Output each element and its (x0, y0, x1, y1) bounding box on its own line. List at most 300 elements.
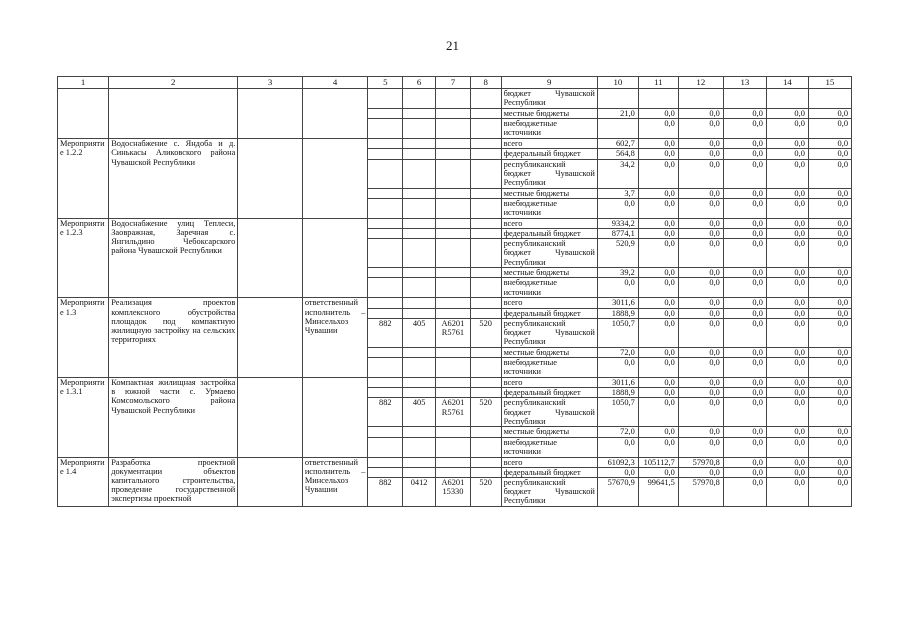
value-cell: 0,0 (808, 457, 851, 467)
col3-cell (238, 298, 303, 378)
value-cell: 0,0 (723, 218, 766, 228)
funding-source: всего (501, 457, 597, 467)
code-cell (436, 89, 471, 109)
value-cell: 0,0 (766, 218, 808, 228)
value-cell: 0,0 (723, 347, 766, 357)
value-cell: 72,0 (597, 347, 638, 357)
measure-desc-cell (109, 89, 238, 139)
value-cell: 99641,5 (638, 478, 678, 507)
value-cell: 0,0 (766, 159, 808, 188)
value-cell: 0,0 (766, 188, 808, 198)
code-cell (470, 467, 501, 477)
value-cell: 0,0 (766, 308, 808, 318)
value-cell: 0,0 (766, 298, 808, 308)
code-cell (470, 149, 501, 159)
col3-cell (238, 139, 303, 219)
code-cell (436, 239, 471, 268)
header-cell: 13 (723, 77, 766, 89)
value-cell: 0,0 (766, 119, 808, 139)
value-cell: 0,0 (808, 239, 851, 268)
value-cell: 0,0 (678, 159, 723, 188)
value-cell: 3011,6 (597, 298, 638, 308)
code-cell (403, 388, 436, 398)
header-cell: 12 (678, 77, 723, 89)
value-cell: 1888,9 (597, 388, 638, 398)
code-cell (436, 119, 471, 139)
code-cell (470, 278, 501, 298)
funding-source: федеральный бюджет (501, 467, 597, 477)
value-cell: 0,0 (723, 457, 766, 467)
measure-name-cell: Мероприятие 1.2.2 (58, 139, 109, 219)
value-cell: 61092,3 (597, 457, 638, 467)
code-cell (368, 229, 403, 239)
value-cell: 0,0 (808, 268, 851, 278)
code-cell (368, 358, 403, 378)
measure-name-cell: Мероприятие 1.4 (58, 457, 109, 506)
header-cell: 3 (238, 77, 303, 89)
code-cell: А6201 R5761 (436, 398, 471, 427)
value-cell: 0,0 (638, 347, 678, 357)
value-cell: 0,0 (723, 358, 766, 378)
code-cell (368, 437, 403, 457)
header-cell: 8 (470, 77, 501, 89)
header-cell: 14 (766, 77, 808, 89)
value-cell: 0,0 (638, 149, 678, 159)
code-cell (403, 139, 436, 149)
code-cell (368, 298, 403, 308)
code-cell (436, 308, 471, 318)
value-cell: 0,0 (808, 398, 851, 427)
value-cell: 0,0 (723, 159, 766, 188)
value-cell: 602,7 (597, 139, 638, 149)
header-cell: 2 (109, 77, 238, 89)
value-cell: 0,0 (638, 229, 678, 239)
code-cell (436, 229, 471, 239)
value-cell: 105112,7 (638, 457, 678, 467)
budget-table (57, 76, 852, 507)
value-cell: 0,0 (766, 229, 808, 239)
value-cell: 0,0 (808, 358, 851, 378)
code-cell: 0412 (403, 478, 436, 507)
value-cell: 0,0 (766, 347, 808, 357)
value-cell: 1050,7 (597, 318, 638, 347)
value-cell: 0,0 (723, 378, 766, 388)
value-cell: 0,0 (766, 427, 808, 437)
value-cell: 0,0 (766, 139, 808, 149)
value-cell: 0,0 (766, 457, 808, 467)
exec-cell: ответственный исполнитель – Минсельхоз Чувашии (302, 457, 368, 506)
value-cell: 0,0 (808, 278, 851, 298)
measure-desc-cell: Водоснабжение с. Яндоба и д. Синькасы Аликовского района Чувашской Республики (109, 139, 238, 219)
code-cell (436, 139, 471, 149)
code-cell (470, 427, 501, 437)
code-cell: А6201 15330 (436, 478, 471, 507)
value-cell: 0,0 (766, 437, 808, 457)
measure-name-cell: Мероприятие 1.2.3 (58, 218, 109, 298)
value-cell: 0,0 (638, 159, 678, 188)
value-cell: 0,0 (678, 119, 723, 139)
table-row (58, 298, 852, 308)
funding-source: внебюджетные источники (501, 358, 597, 378)
funding-source: всего (501, 298, 597, 308)
code-cell (368, 378, 403, 388)
funding-source: внебюджетные источники (501, 119, 597, 139)
funding-source: внебюджетные источники (501, 437, 597, 457)
value-cell: 1888,9 (597, 308, 638, 318)
value-cell: 0,0 (678, 388, 723, 398)
value-cell: 9334,2 (597, 218, 638, 228)
exec-cell (302, 378, 368, 458)
code-cell (368, 239, 403, 268)
value-cell: 0,0 (723, 109, 766, 119)
value-cell: 34,2 (597, 159, 638, 188)
value-cell: 57970,8 (678, 478, 723, 507)
code-cell (368, 347, 403, 357)
value-cell: 0,0 (808, 159, 851, 188)
code-cell (470, 139, 501, 149)
measure-name-cell: Мероприятие 1.3.1 (58, 378, 109, 458)
value-cell: 0,0 (723, 268, 766, 278)
value-cell: 0,0 (766, 388, 808, 398)
code-cell (436, 278, 471, 298)
value-cell: 0,0 (638, 358, 678, 378)
code-cell: 520 (470, 398, 501, 427)
funding-source: местные бюджеты (501, 427, 597, 437)
value-cell: 0,0 (808, 437, 851, 457)
code-cell (470, 298, 501, 308)
value-cell: 0,0 (723, 437, 766, 457)
value-cell: 0,0 (723, 308, 766, 318)
header-cell: 9 (501, 77, 597, 89)
code-cell (403, 149, 436, 159)
funding-source: федеральный бюджет (501, 229, 597, 239)
code-cell (470, 159, 501, 188)
code-cell: 882 (368, 478, 403, 507)
value-cell: 0,0 (808, 478, 851, 507)
value-cell: 0,0 (678, 109, 723, 119)
value-cell: 0,0 (638, 308, 678, 318)
code-cell: 405 (403, 318, 436, 347)
value-cell: 0,0 (808, 198, 851, 218)
code-cell (470, 218, 501, 228)
value-cell: 0,0 (638, 298, 678, 308)
value-cell: 57670,9 (597, 478, 638, 507)
code-cell (436, 268, 471, 278)
code-cell (436, 437, 471, 457)
value-cell: 8774,1 (597, 229, 638, 239)
value-cell: 0,0 (678, 467, 723, 477)
value-cell: 0,0 (678, 427, 723, 437)
value-cell: 0,0 (638, 218, 678, 228)
table-row (58, 457, 852, 467)
code-cell (368, 149, 403, 159)
code-cell (403, 89, 436, 109)
code-cell (368, 188, 403, 198)
value-cell: 0,0 (678, 378, 723, 388)
value-cell: 0,0 (808, 218, 851, 228)
code-cell (368, 268, 403, 278)
code-cell (470, 198, 501, 218)
col3-cell (238, 89, 303, 139)
header-cell: 15 (808, 77, 851, 89)
value-cell: 0,0 (766, 149, 808, 159)
funding-source: местные бюджеты (501, 109, 597, 119)
value-cell: 0,0 (678, 239, 723, 268)
value-cell: 0,0 (638, 268, 678, 278)
code-cell (436, 198, 471, 218)
code-cell (470, 109, 501, 119)
value-cell: 0,0 (723, 388, 766, 398)
code-cell (403, 437, 436, 457)
value-cell: 0,0 (678, 268, 723, 278)
code-cell (470, 437, 501, 457)
code-cell (403, 268, 436, 278)
value-cell (723, 89, 766, 109)
value-cell: 0,0 (638, 198, 678, 218)
table-row (58, 378, 852, 388)
value-cell: 0,0 (638, 188, 678, 198)
value-cell: 57970,8 (678, 457, 723, 467)
value-cell (808, 89, 851, 109)
value-cell: 0,0 (638, 318, 678, 347)
funding-source: федеральный бюджет (501, 308, 597, 318)
code-cell (403, 198, 436, 218)
value-cell: 0,0 (678, 188, 723, 198)
value-cell: 0,0 (808, 298, 851, 308)
code-cell (403, 427, 436, 437)
value-cell: 0,0 (766, 109, 808, 119)
value-cell: 0,0 (723, 427, 766, 437)
value-cell: 0,0 (723, 478, 766, 507)
code-cell: 520 (470, 478, 501, 507)
funding-source: местные бюджеты (501, 268, 597, 278)
value-cell: 0,0 (723, 278, 766, 298)
code-cell (436, 159, 471, 188)
value-cell (766, 89, 808, 109)
header-cell: 5 (368, 77, 403, 89)
funding-source: внебюджетные источники (501, 278, 597, 298)
value-cell: 0,0 (723, 139, 766, 149)
value-cell: 0,0 (638, 437, 678, 457)
value-cell: 0,0 (808, 347, 851, 357)
value-cell: 0,0 (808, 109, 851, 119)
funding-source: республиканский бюджет Чувашской Республики (501, 239, 597, 268)
value-cell: 0,0 (723, 149, 766, 159)
code-cell (368, 159, 403, 188)
code-cell (436, 109, 471, 119)
code-cell: 405 (403, 398, 436, 427)
value-cell: 564,8 (597, 149, 638, 159)
code-cell (436, 188, 471, 198)
header-cell: 1 (58, 77, 109, 89)
code-cell (436, 347, 471, 357)
value-cell (678, 89, 723, 109)
value-cell: 0,0 (678, 218, 723, 228)
funding-source: местные бюджеты (501, 347, 597, 357)
measure-desc-cell: Реализация проектов комплексного обустройства площадок под компактную жилищную застройку на сельских территориях (109, 298, 238, 378)
value-cell: 0,0 (808, 427, 851, 437)
code-cell (403, 188, 436, 198)
code-cell (470, 239, 501, 268)
funding-source: местные бюджеты (501, 188, 597, 198)
value-cell: 0,0 (808, 139, 851, 149)
code-cell (470, 388, 501, 398)
value-cell: 0,0 (678, 308, 723, 318)
page-number: 21 (446, 38, 459, 53)
code-cell (403, 347, 436, 357)
value-cell: 0,0 (808, 308, 851, 318)
funding-source: всего (501, 139, 597, 149)
value-cell: 0,0 (638, 427, 678, 437)
funding-source: республиканский бюджет Чувашской Республики (501, 398, 597, 427)
code-cell (470, 378, 501, 388)
funding-source: всего (501, 378, 597, 388)
value-cell: 0,0 (678, 318, 723, 347)
value-cell: 0,0 (766, 467, 808, 477)
value-cell: 0,0 (597, 198, 638, 218)
code-cell (403, 119, 436, 139)
value-cell: 0,0 (766, 378, 808, 388)
code-cell (436, 427, 471, 437)
value-cell: 0,0 (678, 358, 723, 378)
code-cell (470, 347, 501, 357)
value-cell: 0,0 (766, 268, 808, 278)
value-cell: 0,0 (723, 398, 766, 427)
header-cell: 6 (403, 77, 436, 89)
code-cell (436, 467, 471, 477)
exec-cell (302, 89, 368, 139)
value-cell: 72,0 (597, 427, 638, 437)
funding-source: республиканский бюджет Чувашской Республики (501, 159, 597, 188)
code-cell (368, 119, 403, 139)
funding-source: федеральный бюджет (501, 149, 597, 159)
table-row (58, 89, 852, 109)
value-cell: 0,0 (678, 347, 723, 357)
value-cell: 0,0 (638, 139, 678, 149)
value-cell: 0,0 (597, 467, 638, 477)
value-cell (638, 89, 678, 109)
code-cell (470, 358, 501, 378)
measure-desc-cell: Водоснабжение улиц Теплеси, Заовражная, Заречная с. Янгильдино Чебоксарского района Чувашской Республики (109, 218, 238, 298)
code-cell: 882 (368, 318, 403, 347)
value-cell: 0,0 (678, 398, 723, 427)
value-cell: 0,0 (638, 467, 678, 477)
code-cell (368, 89, 403, 109)
col3-cell (238, 378, 303, 458)
value-cell (597, 89, 638, 109)
header-cell: 10 (597, 77, 638, 89)
value-cell: 0,0 (766, 478, 808, 507)
code-cell (436, 388, 471, 398)
header-cell: 11 (638, 77, 678, 89)
code-cell (470, 188, 501, 198)
measure-name-cell: Мероприятие 1.3 (58, 298, 109, 378)
code-cell (403, 457, 436, 467)
value-cell: 0,0 (808, 378, 851, 388)
funding-source: федеральный бюджет (501, 388, 597, 398)
value-cell: 0,0 (597, 278, 638, 298)
table-row (58, 139, 852, 149)
code-cell (470, 119, 501, 139)
funding-source: внебюджетные источники (501, 198, 597, 218)
code-cell (403, 308, 436, 318)
value-cell: 0,0 (678, 149, 723, 159)
code-cell: 882 (368, 398, 403, 427)
code-cell: 520 (470, 318, 501, 347)
header-cell: 7 (436, 77, 471, 89)
code-cell (368, 218, 403, 228)
code-cell (436, 378, 471, 388)
exec-cell (302, 139, 368, 219)
value-cell: 0,0 (638, 119, 678, 139)
code-cell (403, 218, 436, 228)
code-cell (403, 298, 436, 308)
code-cell (368, 198, 403, 218)
value-cell: 0,0 (766, 198, 808, 218)
value-cell: 0,0 (723, 188, 766, 198)
code-cell (403, 229, 436, 239)
value-cell: 0,0 (678, 278, 723, 298)
value-cell: 0,0 (638, 278, 678, 298)
value-cell: 0,0 (723, 298, 766, 308)
code-cell (470, 308, 501, 318)
code-cell (403, 378, 436, 388)
code-cell (403, 239, 436, 268)
value-cell: 3011,6 (597, 378, 638, 388)
value-cell: 0,0 (766, 398, 808, 427)
value-cell: 0,0 (723, 198, 766, 218)
code-cell (368, 139, 403, 149)
code-cell (368, 109, 403, 119)
value-cell: 0,0 (678, 298, 723, 308)
measure-name-cell (58, 89, 109, 139)
value-cell: 0,0 (678, 229, 723, 239)
value-cell: 0,0 (808, 188, 851, 198)
value-cell: 21,0 (597, 109, 638, 119)
value-cell: 0,0 (808, 388, 851, 398)
funding-source: республиканский бюджет Чувашской Республики (501, 478, 597, 507)
value-cell: 3,7 (597, 188, 638, 198)
funding-source: республиканский бюджет Чувашской Республики (501, 318, 597, 347)
code-cell (403, 109, 436, 119)
code-cell: А6201 R5761 (436, 318, 471, 347)
header-cell: 4 (302, 77, 368, 89)
value-cell: 0,0 (638, 398, 678, 427)
code-cell (436, 149, 471, 159)
value-cell: 0,0 (638, 109, 678, 119)
code-cell (436, 457, 471, 467)
code-cell (470, 268, 501, 278)
code-cell (436, 358, 471, 378)
code-cell (368, 467, 403, 477)
value-cell: 0,0 (766, 239, 808, 268)
value-cell: 0,0 (638, 239, 678, 268)
header-row (58, 77, 852, 89)
value-cell: 0,0 (808, 149, 851, 159)
code-cell (403, 278, 436, 298)
value-cell: 0,0 (723, 467, 766, 477)
code-cell (436, 298, 471, 308)
code-cell (470, 229, 501, 239)
value-cell: 0,0 (597, 437, 638, 457)
value-cell: 0,0 (723, 318, 766, 347)
value-cell: 0,0 (766, 278, 808, 298)
table-row (58, 218, 852, 228)
value-cell: 0,0 (597, 358, 638, 378)
col3-cell (238, 218, 303, 298)
code-cell (470, 457, 501, 467)
code-cell (470, 89, 501, 109)
